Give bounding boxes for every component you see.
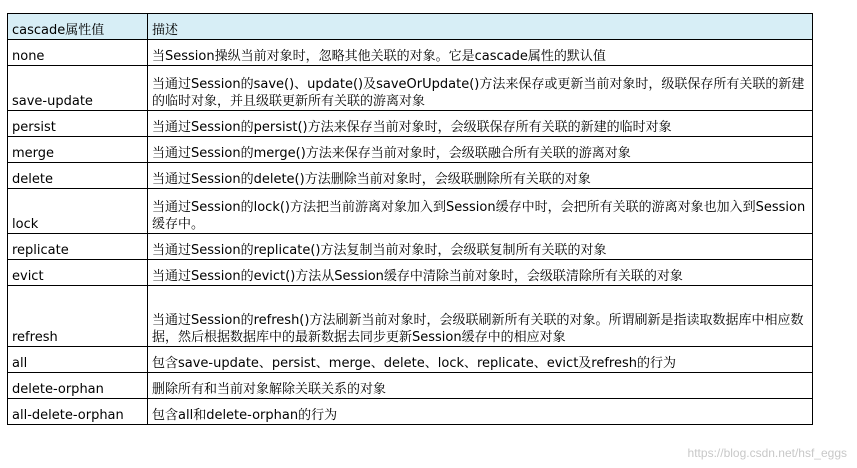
table-row bbox=[8, 286, 813, 347]
table-row bbox=[8, 163, 813, 189]
cascade-value-cell: delete bbox=[8, 163, 148, 189]
description-cell: 当通过Session的evict()方法从Session缓存中清除当前对象时，会级联清除所有关联的对象 bbox=[148, 260, 813, 286]
description-cell: 当通过Session的refresh()方法刷新当前对象时，会级联刷新所有关联的对象。所谓刷新是指读取数据库中相应数据，然后根据数据库中的最新数据去同步更新Session缓存中的相应对象 bbox=[148, 286, 813, 347]
table-row bbox=[8, 260, 813, 286]
cascade-value-cell: refresh bbox=[8, 286, 148, 347]
table-row bbox=[8, 40, 813, 66]
description-cell: 当通过Session的save()、update()及saveOrUpdate()方法来保存或更新当前对象时，级联保存所有关联的新建的临时对象，并且级联更新所有关联的游离对象 bbox=[148, 66, 813, 111]
cascade-table bbox=[7, 13, 813, 425]
description-cell: 当通过Session的persist()方法来保存当前对象时，会级联保存所有关联的新建的临时对象 bbox=[148, 111, 813, 137]
description-cell: 当通过Session的replicate()方法复制当前对象时，会级联复制所有关联的对象 bbox=[148, 234, 813, 260]
description-cell: 删除所有和当前对象解除关联关系的对象 bbox=[148, 373, 813, 399]
cascade-value-cell: none bbox=[8, 40, 148, 66]
table-row bbox=[8, 399, 813, 425]
table-row bbox=[8, 373, 813, 399]
table-row bbox=[8, 234, 813, 260]
table-row bbox=[8, 111, 813, 137]
cascade-value-cell: delete-orphan bbox=[8, 373, 148, 399]
description-cell: 当通过Session的merge()方法来保存当前对象时，会级联融合所有关联的游离对象 bbox=[148, 137, 813, 163]
column-header-cascade-value: cascade属性值 bbox=[8, 14, 148, 40]
description-cell: 当Session操纵当前对象时，忽略其他关联的对象。它是cascade属性的默认值 bbox=[148, 40, 813, 66]
table-row bbox=[8, 347, 813, 373]
table-header-row bbox=[8, 14, 813, 40]
description-cell: 当通过Session的lock()方法把当前游离对象加入到Session缓存中时，会把所有关联的游离对象也加入到Session缓存中。 bbox=[148, 189, 813, 234]
cascade-value-cell: merge bbox=[8, 137, 148, 163]
watermark: https://blog.csdn.net/hsf_eggs bbox=[687, 446, 847, 460]
cascade-value-cell: all-delete-orphan bbox=[8, 399, 148, 425]
cascade-value-cell: evict bbox=[8, 260, 148, 286]
cascade-value-cell: lock bbox=[8, 189, 148, 234]
cascade-value-cell: all bbox=[8, 347, 148, 373]
description-cell: 当通过Session的delete()方法删除当前对象时，会级联删除所有关联的对象 bbox=[148, 163, 813, 189]
column-header-description: 描述 bbox=[148, 14, 813, 40]
description-cell: 包含save-update、persist、merge、delete、lock、replicate、evict及refresh的行为 bbox=[148, 347, 813, 373]
cascade-value-cell: save-update bbox=[8, 66, 148, 111]
table-row bbox=[8, 189, 813, 234]
table-row bbox=[8, 137, 813, 163]
table-row bbox=[8, 66, 813, 111]
cascade-value-cell: persist bbox=[8, 111, 148, 137]
cascade-value-cell: replicate bbox=[8, 234, 148, 260]
description-cell: 包含all和delete-orphan的行为 bbox=[148, 399, 813, 425]
